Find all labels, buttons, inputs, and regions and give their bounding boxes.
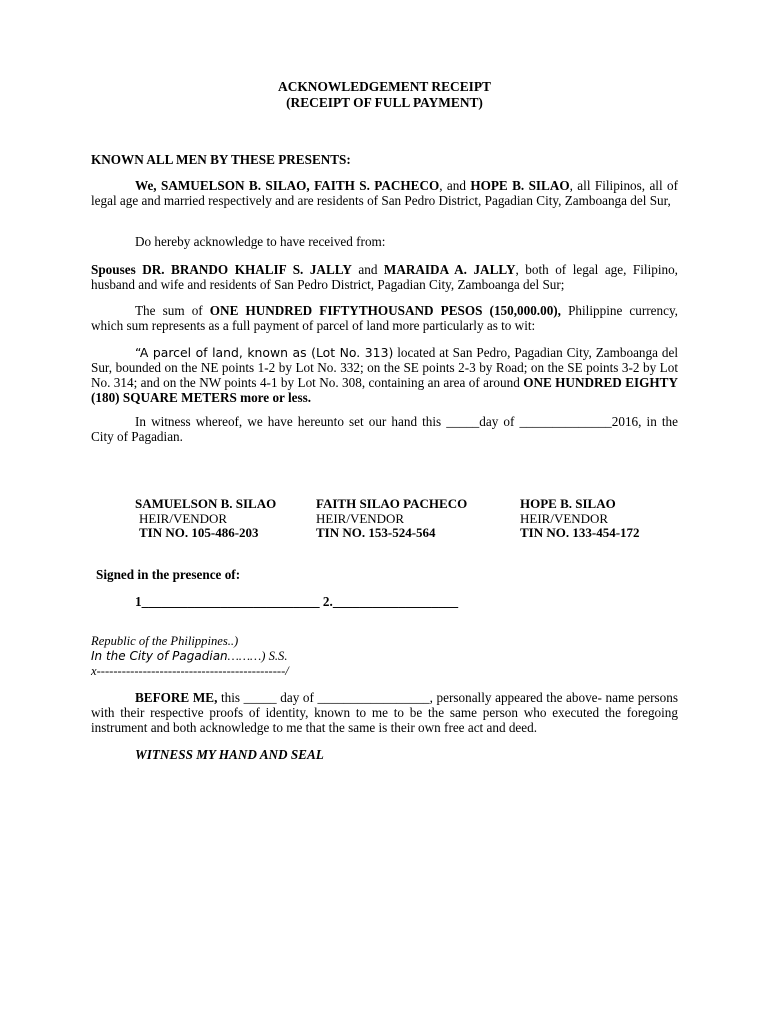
paragraph-acknowledge: Do hereby acknowledge to have received from: <box>135 234 386 249</box>
signatory-3 <box>520 497 640 541</box>
presence-label: Signed in the presence of: <box>96 567 241 582</box>
witness-hand-seal: WITNESS MY HAND AND SEAL <box>135 747 324 762</box>
city-line <box>91 649 678 664</box>
before-me-rest: this _____ day of _________________, personally appeared the above- name persons with their respective proofs of identity, known to me to be the same person who executed the foregoing instrument and both acknowledge to me that the same is their own free act and deed. <box>91 690 679 735</box>
land-area: ONE HUNDRED EIGHTY (180) SQUARE METERS more or less. <box>91 375 678 405</box>
separator-line: x---------------------------------------------/ <box>91 664 289 678</box>
vendor-name-3: HOPE B. SILAO <box>470 178 570 193</box>
title-line-2: (RECEIPT OF FULL PAYMENT) <box>286 95 483 110</box>
heading: KNOWN ALL MEN BY THESE PRESENTS: <box>91 152 351 167</box>
buyer-name-2: MARAIDA A. JALLY <box>383 262 516 277</box>
paragraph-buyers <box>91 262 678 292</box>
signatory-1 <box>135 497 276 541</box>
parcel-quote: “A parcel of land, known as (Lot No. 313) <box>135 345 394 360</box>
sum-amount: ONE HUNDRED FIFTYTHOUSAND PESOS (150,000.00), <box>209 303 561 318</box>
sum-rest: Philippine currency, which sum represents as a full payment of parcel of land more particularly as to wit: <box>91 303 678 333</box>
parties-rest: , all Filipinos, all of legal age and married respectively and are residents of San Pedro District, Pagadian City, Zamboanga del Sur, <box>91 178 678 208</box>
and-text: , and <box>439 178 471 193</box>
signatory-2 <box>316 497 467 541</box>
city-rest: ………) S.S. <box>227 649 288 663</box>
paragraph-sum <box>91 303 678 333</box>
signatory-role: HEIR/VENDOR <box>316 510 405 526</box>
signatory-role: HEIR/VENDOR <box>139 510 228 526</box>
paragraph-witness-whereof: In witness whereof, we have hereunto set our hand this _____day of ______________2016, in the City of Pagadian. <box>91 414 678 444</box>
city-script: In the City of Pagadian <box>91 649 228 663</box>
paragraph-parties <box>91 178 678 208</box>
signatory-name: FAITH SILAO PACHECO <box>316 496 468 511</box>
buyer-name-1: Spouses DR. BRANDO KHALIF S. JALLY <box>91 262 352 277</box>
before-me-label: BEFORE ME, <box>135 690 218 705</box>
signatory-name: SAMUELSON B. SILAO <box>135 496 277 511</box>
signatory-role: HEIR/VENDOR <box>520 510 609 526</box>
signatory-name: HOPE B. SILAO <box>520 496 616 511</box>
and-text-2: and <box>351 262 384 277</box>
vendor-names: SAMUELSON B. SILAO, FAITH S. PACHECO <box>161 178 440 193</box>
buyers-rest: , both of legal age, Filipino, husband and wife and residents of San Pedro District, Pagadian City, Zamboanga del Sur; <box>91 262 678 292</box>
republic-line: Republic of the Philippines..) <box>91 634 239 648</box>
signatory-tin: TIN NO. 133-454-172 <box>520 525 640 540</box>
witness-lines: 1___________________________ 2.___________________ <box>135 594 459 609</box>
paragraph-land-description <box>91 345 678 405</box>
we-label: We, <box>135 178 161 193</box>
land-body: located at San Pedro, Pagadian City, Zamboanga del Sur, bounded on the NE points 1-2 by Lot No. 332; on the SE points 2-3 by Road; on the SE points 3-2 by Lot No. 314; and on the NW points 4-1 by Lot No. 308, containing an area of around <box>91 345 678 390</box>
signatory-tin: TIN NO. 105-486-203 <box>139 525 259 540</box>
paragraph-before-me <box>91 690 678 735</box>
title-line-1: ACKNOWLEDGEMENT RECEIPT <box>278 79 491 94</box>
sum-pre: The sum of <box>135 303 210 318</box>
signatory-tin: TIN NO. 153-524-564 <box>316 525 436 540</box>
